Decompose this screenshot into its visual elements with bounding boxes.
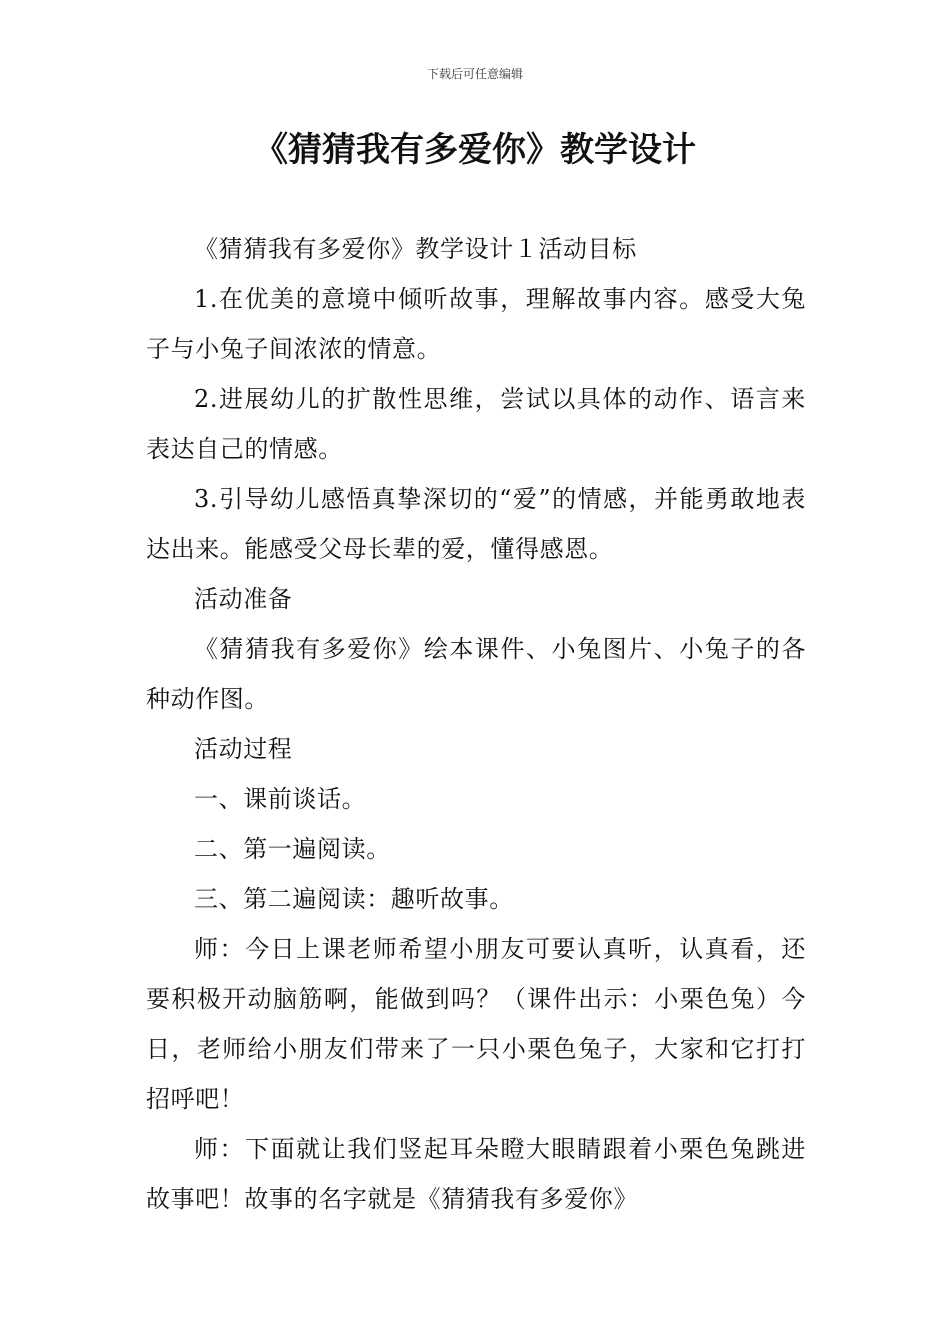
paragraph-step-2: 二、第一遍阅读。 <box>194 835 391 863</box>
document-body <box>146 224 806 1224</box>
paragraph-process-heading: 活动过程 <box>194 735 293 763</box>
paragraph-step-1: 一、课前谈话。 <box>194 785 367 813</box>
paragraph-goal-2: 2.进展幼儿的扩散性思维，尝试以具体的动作、语言来表达自己的情感。 <box>146 385 806 463</box>
paragraph-preparation-heading: 活动准备 <box>194 585 293 613</box>
paragraph-goal-1: 1.在优美的意境中倾听故事，理解故事内容。感受大兔子与小兔子间浓浓的情意。 <box>146 285 806 363</box>
document-title: 《猜猜我有多爱你》教学设计 <box>254 130 696 170</box>
paragraph-teacher-2: 师：下面就让我们竖起耳朵瞪大眼睛跟着小栗色兔跳进故事吧！故事的名字就是《猜猜我有多爱你》 <box>146 1135 806 1213</box>
header-note: 下载后可任意编辑 <box>426 67 523 81</box>
paragraph-preparation: 《猜猜我有多爱你》绘本课件、小兔图片、小兔子的各种动作图。 <box>146 635 806 713</box>
paragraph-step-3: 三、第二遍阅读：趣听故事。 <box>194 885 514 913</box>
paragraph-teacher-1: 师：今日上课老师希望小朋友可要认真听，认真看，还要积极开动脑筋啊，能做到吗？（课件出示：小栗色兔）今日，老师给小朋友们带来了一只小栗色兔子，大家和它打打招呼吧！ <box>146 935 806 1113</box>
paragraph-design-heading: 《猜猜我有多爱你》教学设计１活动目标 <box>194 235 637 263</box>
paragraph-goal-3: 3.引导幼儿感悟真挚深切的“爱”的情感，并能勇敢地表达出来。能感受父母长辈的爱，懂得感恩。 <box>146 485 806 563</box>
